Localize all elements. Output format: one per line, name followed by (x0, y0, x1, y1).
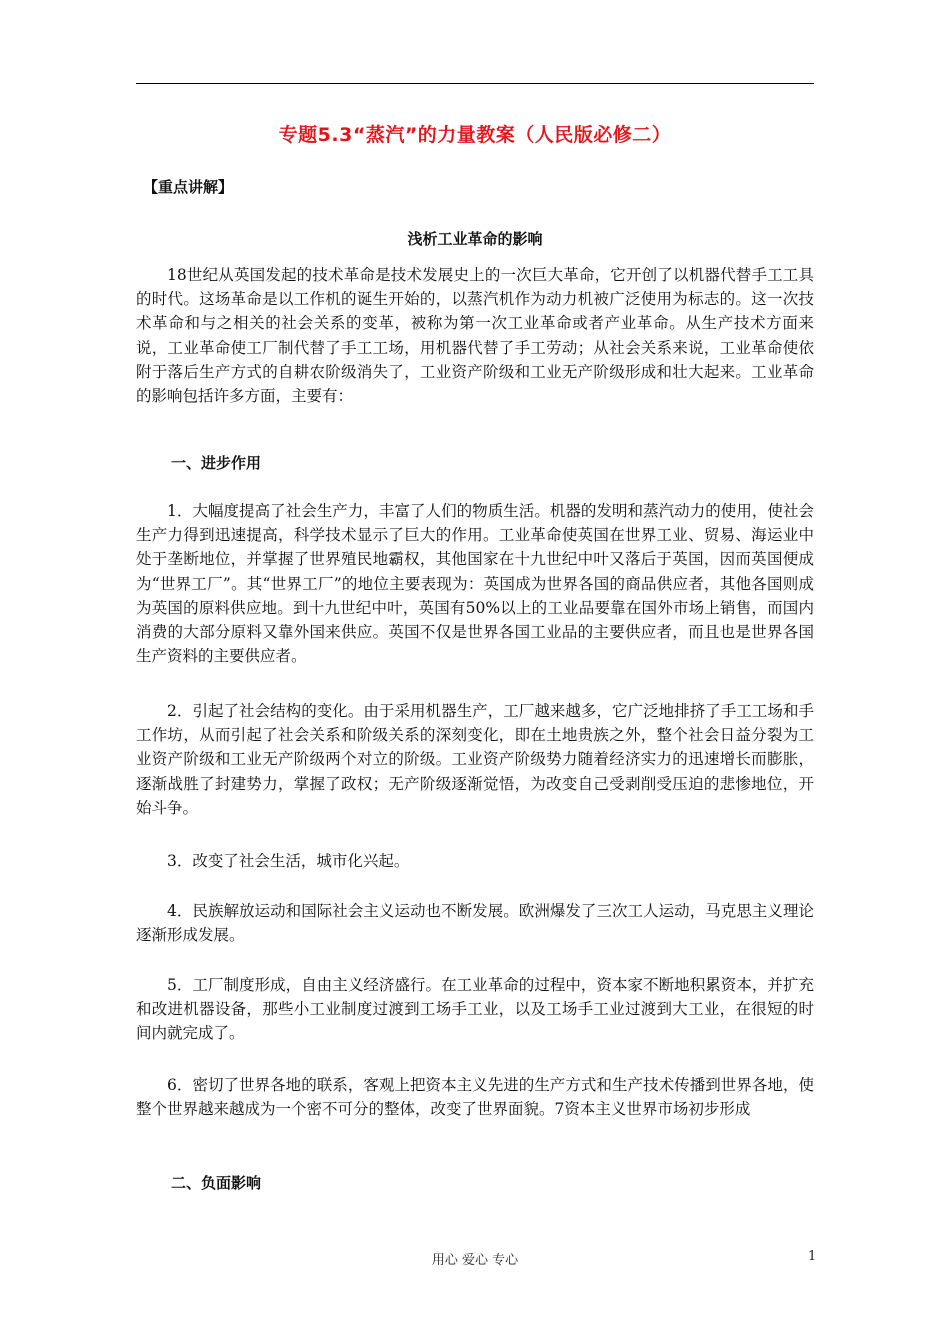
header-rule (136, 83, 814, 84)
point-paragraph: 3．改变了社会生活，城市化兴起。 (167, 852, 410, 870)
heading-progress: 一、进步作用 (171, 454, 262, 472)
article-subtitle: 浅析工业革命的影响 (407, 230, 543, 248)
heading-negative: 二、负面影响 (171, 1174, 262, 1192)
point-paragraph: 1．大幅度提高了社会生产力，丰富了人们的物质生活。机器的发明和蒸汽动力的使用，使社会生产力得到迅速提高，科学技术显示了巨大的作用。工业革命使英国在世界工业、贸易、海运业中处于垄断地位，并掌握了世界殖民地霸权，其他国家在十九世纪中叶又落后于英国，因而英国便成为“世界工厂”。其“世界工厂”的地位主要表现为：英国成为世界各国的商品供应者，其他各国则成为英国的原料供应地。到十九世纪中叶，英国有50%以上的工业品要靠在国外市场上销售，而国内消费的大部分原料又靠外国来供应。英国不仅是世界各国工业品的主要供应者，而且也是世界各国生产资料的主要供应者。 (136, 502, 814, 666)
point-paragraph: 2．引起了社会结构的变化。由于采用机器生产，工厂越来越多，它广泛地排挤了手工工场和手工作坊，从而引起了社会关系和阶级关系的深刻变化，即在土地贵族之外，整个社会日益分裂为工业资产阶级和工业无产阶级两个对立的阶级。工业资产阶级势力随着经济实力的迅速增长而膨胀，逐渐战胜了封建势力，掌握了政权；无产阶级逐渐觉悟，为改变自己受剥削受压迫的悲惨地位，开始斗争。 (136, 702, 814, 817)
point-paragraph: 4．民族解放运动和国际社会主义运动也不断发展。欧洲爆发了三次工人运动，马克思主义理论逐渐形成发展。 (136, 902, 814, 945)
document-title: 专题5.3“蒸汽”的力量教案（人民版必修二） (278, 124, 672, 146)
page-number: 1 (808, 1249, 817, 1264)
section-label: 【重点讲解】 (143, 178, 234, 196)
intro-paragraph: 18世纪从英国发起的技术革命是技术发展史上的一次巨大革命，它开创了以机器代替手工工具的时代。这场革命是以工作机的诞生开始的，以蒸汽机作为动力机被广泛使用为标志的。这一次技术革命和与之相关的社会关系的变革，被称为第一次工业革命或者产业革命。从生产技术方面来说，工业革命使工厂制代替了手工工场，用机器代替了手工劳动；从社会关系来说，工业革命使依附于落后生产方式的自耕农阶级消失了，工业资产阶级和工业无产阶级形成和壮大起来。工业革命的影响包括许多方面，主要有： (136, 266, 814, 406)
footer-text: 用心 爱心 专心 (431, 1253, 519, 1268)
point-paragraph: 6．密切了世界各地的联系，客观上把资本主义先进的生产方式和生产技术传播到世界各地，使整个世界越来越成为一个密不可分的整体，改变了世界面貌。7资本主义世界市场初步形成 (136, 1076, 814, 1119)
point-paragraph: 5．工厂制度形成，自由主义经济盛行。在工业革命的过程中，资本家不断地积累资本，并扩充和改进机器设备，那些小工业制度过渡到工场手工业，以及工场手工业过渡到大工业，在很短的时间内就完成了。 (136, 976, 814, 1043)
